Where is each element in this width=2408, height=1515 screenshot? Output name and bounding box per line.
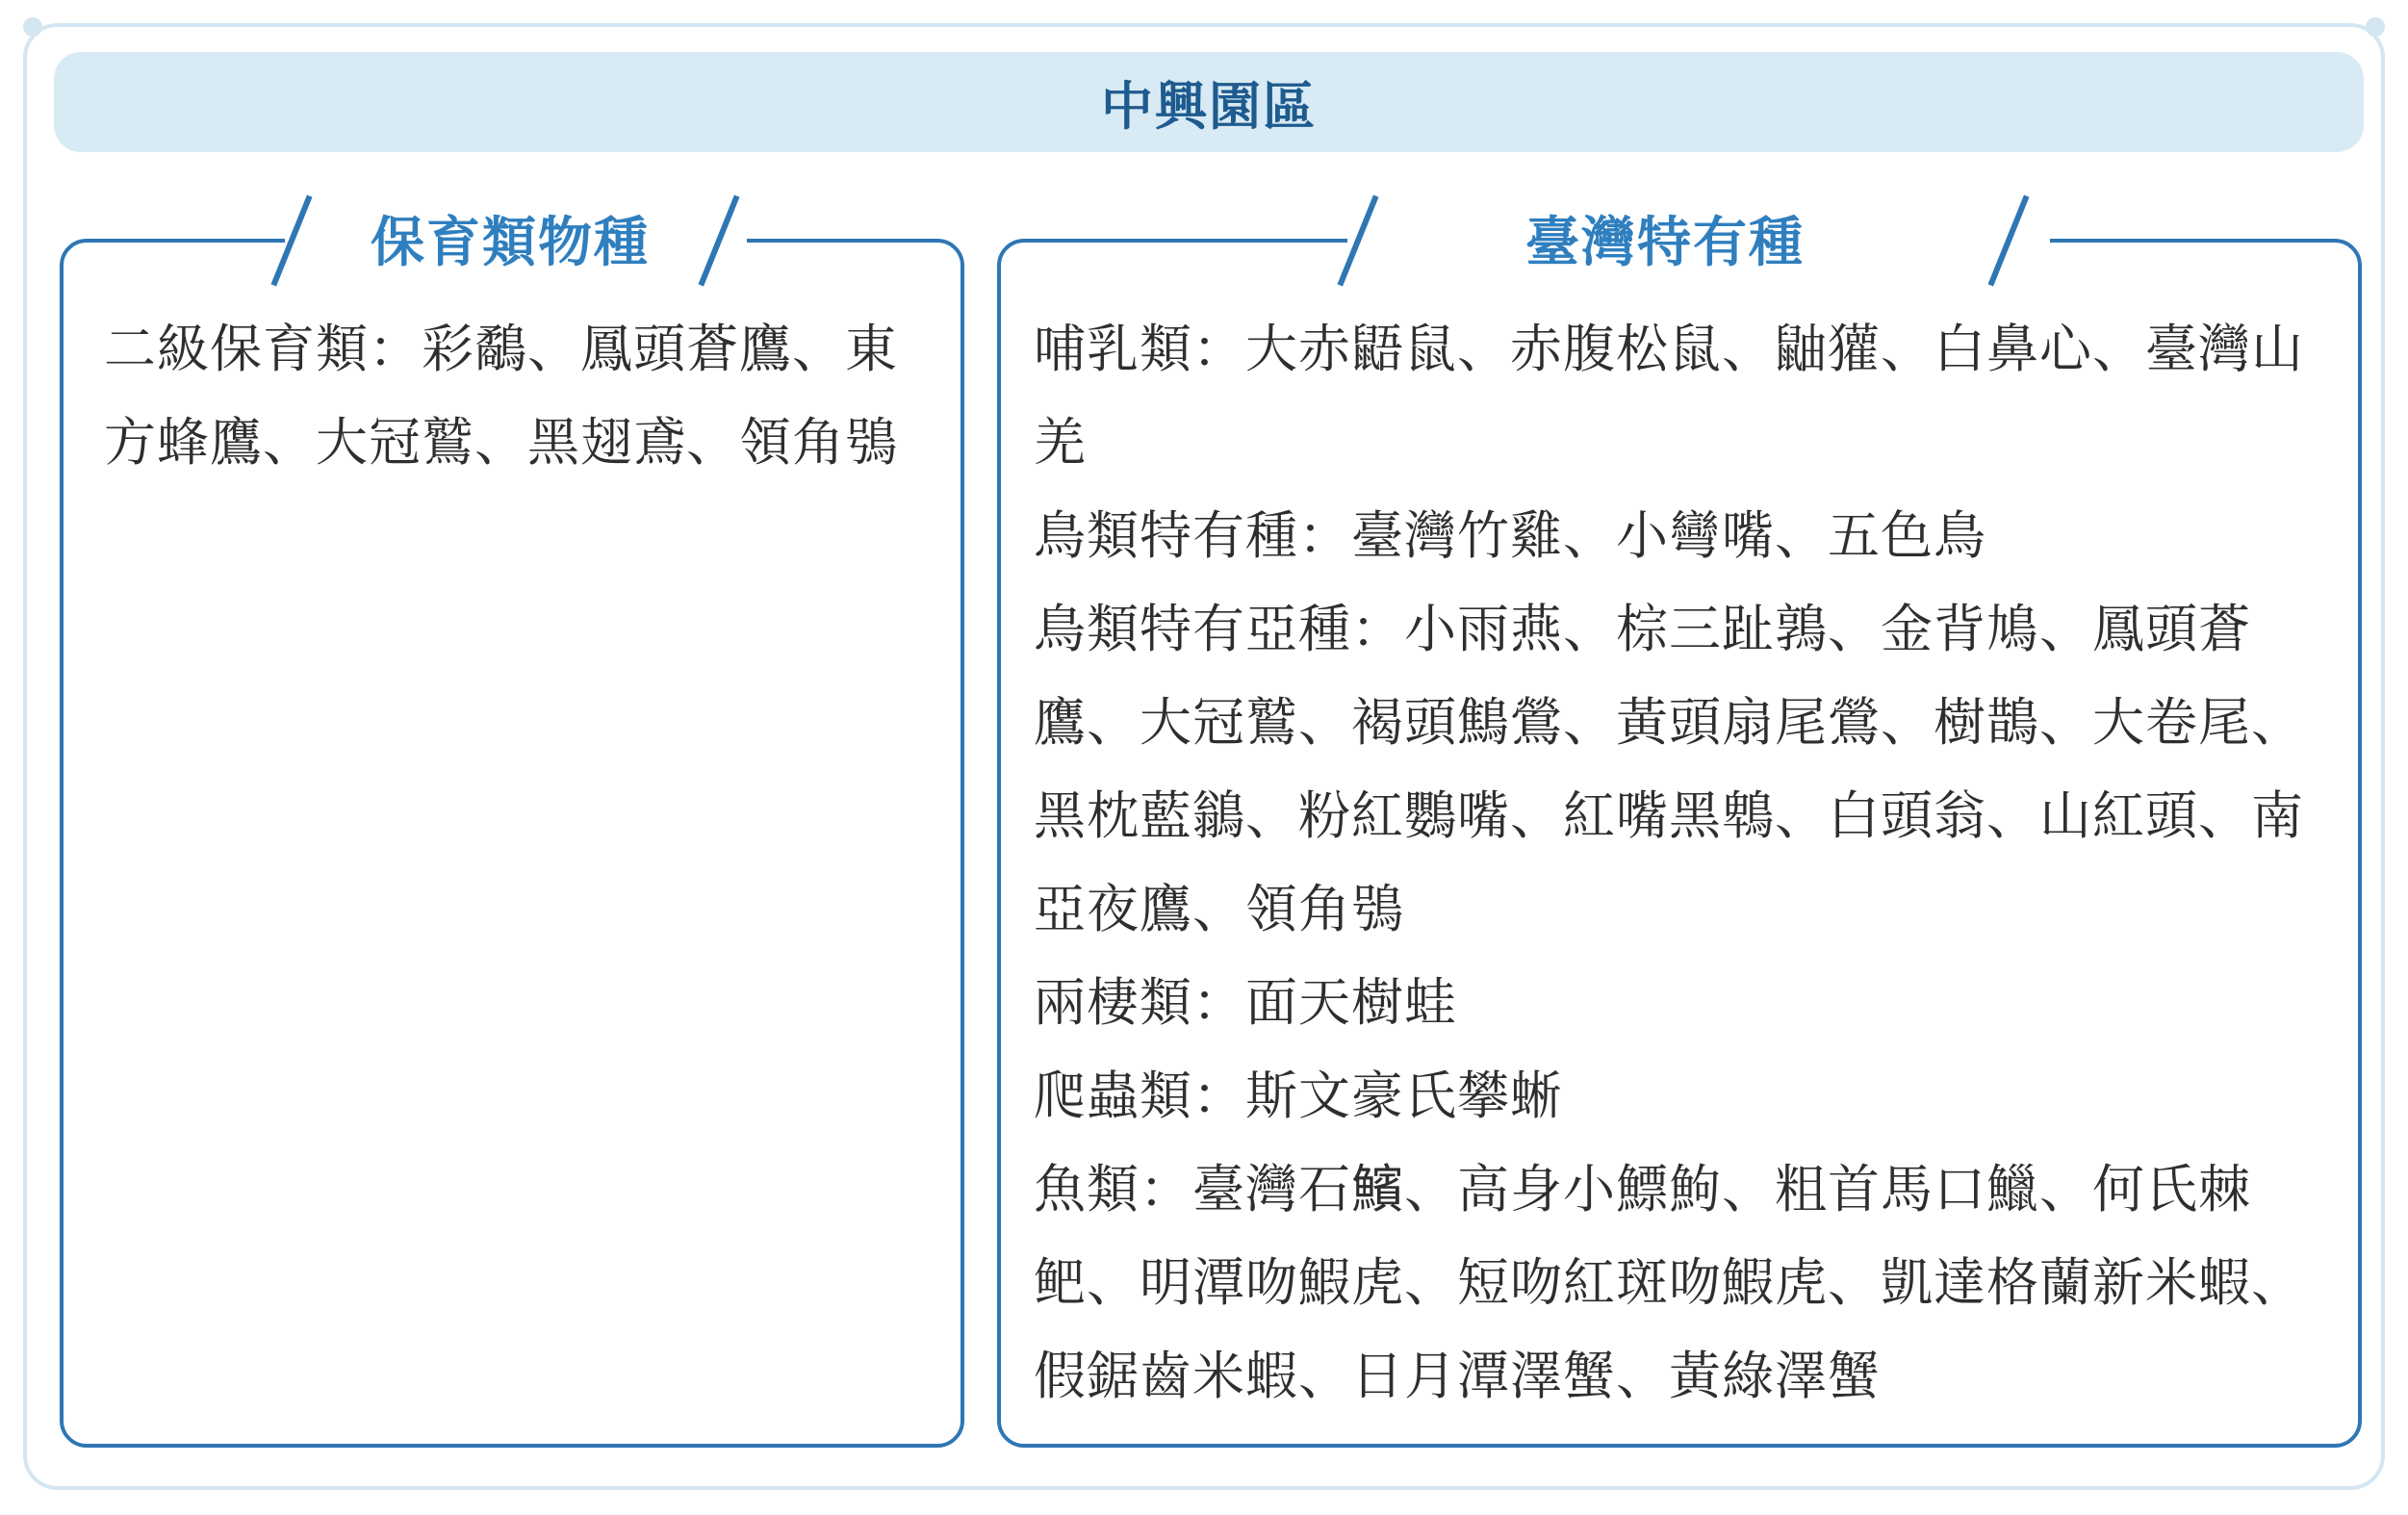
header-bar [54, 52, 2364, 152]
protected-species-title: 保育類物種 [371, 212, 650, 274]
endemic-species-title: 臺灣特有種 [1525, 212, 1805, 274]
endemic-line-reptiles: 爬蟲類：斯文豪氏攀蜥 [1034, 1066, 1563, 1126]
endemic-species-list [1034, 302, 2335, 1423]
protected-line: 二級保育類：彩鷸、鳳頭蒼鷹、東方蜂鷹、大冠鷲、黑翅鳶、領角鴞 [104, 319, 898, 473]
endemic-line-amphibians: 兩棲類：面天樹蛙 [1034, 972, 1457, 1033]
corner-dot-right [2366, 17, 2385, 37]
endemic-line-mammals: 哺乳類：大赤鼯鼠、赤腹松鼠、鼬獾、白鼻心、臺灣山羌 [1034, 319, 2304, 473]
protected-species-list [104, 302, 941, 489]
endemic-line-birds: 鳥類特有種：臺灣竹雞、小彎嘴、五色鳥 [1034, 505, 1986, 566]
corner-dot-left [23, 17, 42, 37]
endemic-line-bird-subspecies: 鳥類特有亞種：小雨燕、棕三趾鶉、金背鳩、鳳頭蒼鷹、大冠鷲、褐頭鷦鶯、黃頭扇尾鶯、樹鵲、大卷尾、黑枕藍鶲、粉紅鸚嘴、紅嘴黑鵯、白頭翁、山紅頭、南亞夜鷹、領角鴞 [1034, 599, 2304, 939]
page-title: 中興園區 [1101, 75, 1317, 137]
endemic-line-fish: 魚類：臺灣石𩼧、高身小鰾鮈、粗首馬口鱲、何氏棘鲃、明潭吻鰕虎、短吻紅斑吻鰕虎、凱達格蘭新米蝦、假鋸齒米蝦、日月潭澤蟹、黃綠澤蟹 [1034, 1159, 2304, 1406]
